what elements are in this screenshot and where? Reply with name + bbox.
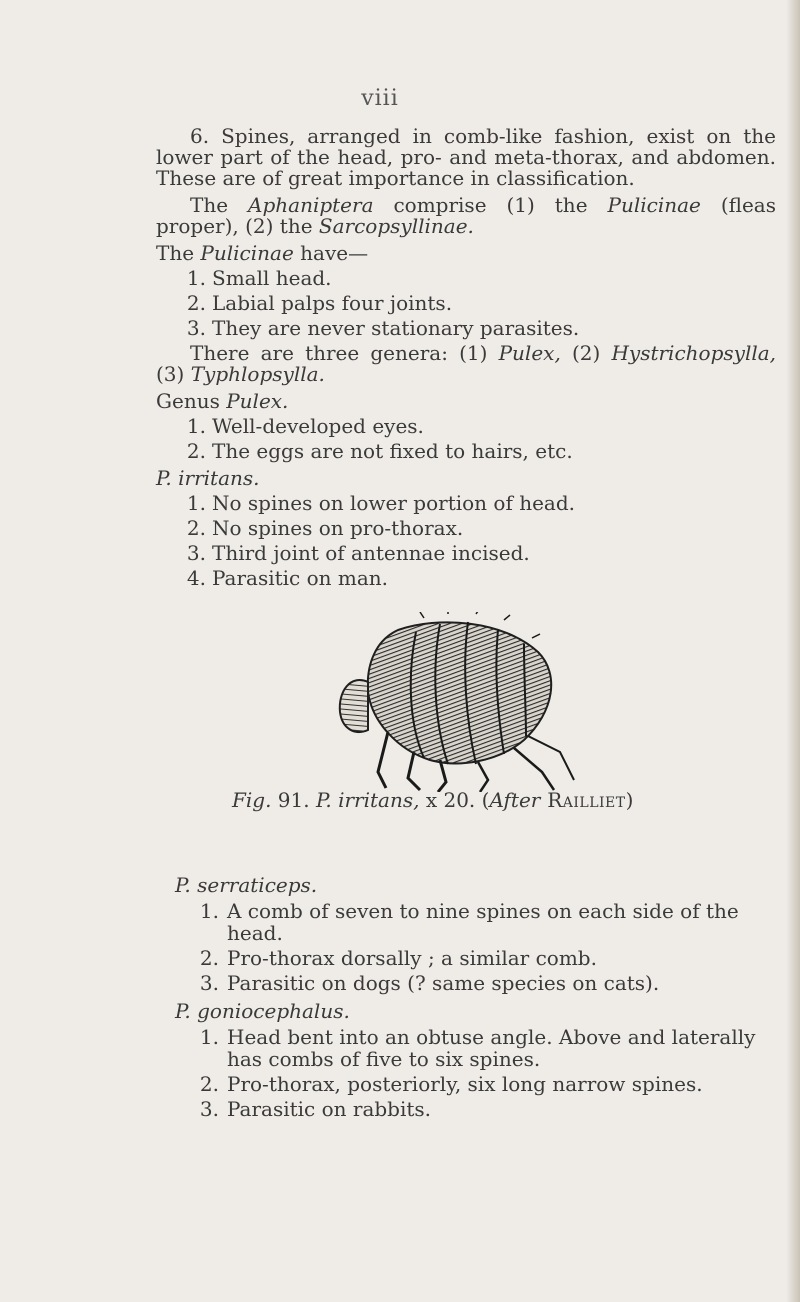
flea-drawing bbox=[328, 612, 588, 792]
page-edge bbox=[786, 0, 800, 1302]
list-item: 2. Labial palps four joints. bbox=[186, 291, 453, 315]
heading-pulicinae: The Pulicinae have— bbox=[156, 241, 369, 265]
list-item: 1. Well-developed eyes. bbox=[186, 414, 424, 438]
heading-p-serraticeps: P. serraticeps. bbox=[175, 873, 318, 897]
list-item: 1. A comb of seven to nine spines on each side of the head. bbox=[199, 899, 739, 945]
figure-caption: Fig. 91. P. irritans, x 20. (After Railliet) bbox=[232, 788, 634, 812]
heading-genus-pulex: Genus Pulex. bbox=[156, 389, 289, 413]
flea-illustration bbox=[328, 612, 588, 792]
page-number: viii bbox=[361, 86, 399, 111]
list-item: 2. The eggs are not fixed to hairs, etc. bbox=[186, 439, 573, 463]
paragraph-genera: There are three genera: (1) Pulex, (2) Hystrichopsylla, (3) Typhlopsylla. bbox=[156, 341, 777, 386]
list-item: 2. Pro-thorax dorsally ; a similar comb. bbox=[199, 946, 597, 970]
list-item: 4. Parasitic on man. bbox=[186, 566, 389, 590]
paragraph-aphaniptera: The Aphaniptera comprise (1) the Pulicinae (fleas proper), (2) the Sarcopsyllinae. bbox=[156, 193, 776, 238]
term-pulicinae: Pulicinae bbox=[607, 193, 701, 217]
paragraph-spines: 6. Spines, arranged in comb-like fashion, exist on the lower part of the head, pro- and meta-thorax, and abdomen. These are of great importance in classification. bbox=[156, 124, 776, 190]
list-item: 3. Parasitic on rabbits. bbox=[199, 1097, 432, 1121]
term-aphaniptera: Aphaniptera bbox=[248, 193, 374, 217]
heading-p-goniocephalus: P. goniocephalus. bbox=[175, 999, 350, 1023]
heading-p-irritans: P. irritans. bbox=[156, 466, 260, 490]
list-item: 2. Pro-thorax, posteriorly, six long narrow spines. bbox=[199, 1072, 703, 1096]
list-item: 2. No spines on pro-thorax. bbox=[186, 516, 464, 540]
term-sarcopsyllinae: Sarcopsyllinae. bbox=[318, 214, 474, 238]
list-item: 1. Head bent into an obtuse angle. Above and laterally has combs of five to six spines. bbox=[199, 1025, 756, 1071]
list-item: 1. Small head. bbox=[186, 266, 332, 290]
text-block-lower bbox=[175, 868, 775, 1123]
list-item: 3. Third joint of antennae incised. bbox=[186, 541, 530, 565]
text-block-upper bbox=[156, 126, 776, 593]
list-item: 3. Parasitic on dogs (? same species on cats). bbox=[199, 971, 660, 995]
list-item: 1. No spines on lower portion of head. bbox=[186, 491, 576, 515]
list-item: 3. They are never stationary parasites. bbox=[186, 316, 580, 340]
